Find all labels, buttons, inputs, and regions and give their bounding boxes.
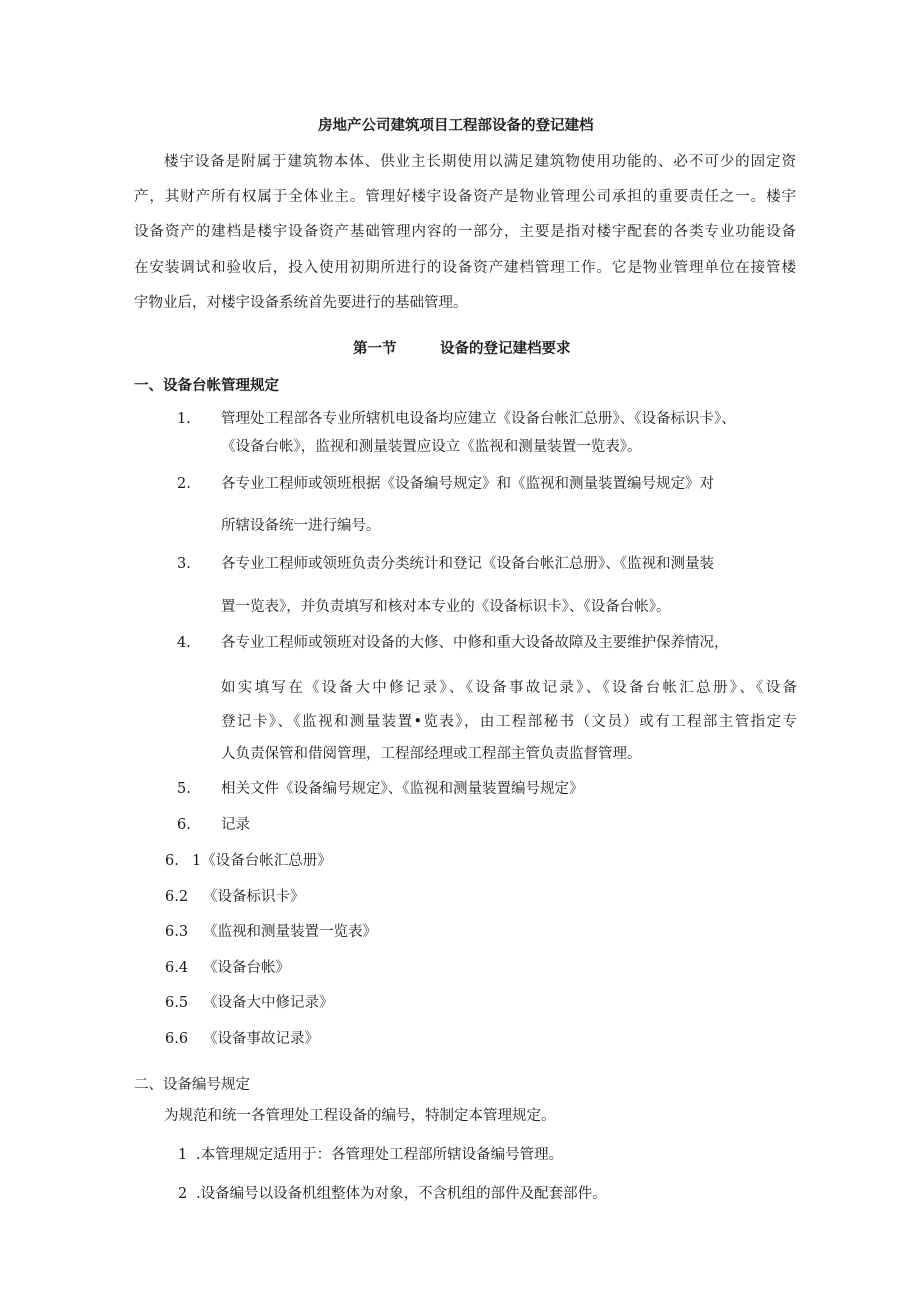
item-2-number: 2.	[177, 476, 191, 492]
item-2-line-1: 各专业工程师或领班根据《设备编号规定》和《监视和测量装置编号规定》对	[221, 476, 714, 492]
intro-line-1: 楼宇设备是附属于建筑物本体、供业主长期使用以满足建筑物使用功能的、必不可少的固定资	[164, 154, 796, 170]
rule-1-text: .本管理规定适用于：各管理处工程部所辖设备编号管理。	[196, 1147, 564, 1163]
record-4-text: 《设备台帐》	[203, 960, 290, 976]
item-1-line-2: 《设备台帐》，监视和测量装置应设立《监视和测量装置一览表》。	[221, 439, 642, 455]
record-3-number: 6.3	[165, 924, 189, 940]
item-4-line-4: 人负责保管和借阅管理，工程部经理或工程部主管负责监督管理。	[221, 746, 642, 762]
record-3-text: 《监视和测量装置一览表》	[203, 924, 377, 940]
record-2-number: 6.2	[165, 889, 189, 905]
section-title: 设备的登记建档要求	[440, 341, 571, 357]
item-3-number: 3.	[177, 556, 191, 572]
heading-equipment-numbering: 二、设备编号规定	[134, 1077, 250, 1093]
intro-line-5: 宇物业后，对楼宇设备系统首先要进行的基础管理。	[134, 295, 468, 311]
item-4-line-2: 如实填写在《设备大中修记录》、《设备事故记录》、《设备台帐汇总册》、《设备	[221, 680, 797, 696]
intro-line-4: 在安装调试和验收后，投入使用初期所进行的设备资产建档管理工作。它是物业管理单位在接管楼	[134, 260, 796, 276]
intro-line-2: 产，其财产所有权属于全体业主。管理好楼宇设备资产是物业管理公司承担的重要责任之一。楼宇	[134, 189, 796, 205]
rule-1-number: 1	[178, 1147, 188, 1163]
rule-2-text: .设备编号以设备机组整体为对象，不含机组的部件及配套部件。	[196, 1186, 607, 1202]
item-5-number: 5.	[177, 781, 191, 797]
record-6-number: 6.6	[165, 1031, 189, 1047]
record-5-number: 6.5	[165, 995, 189, 1011]
record-4-number: 6.4	[165, 960, 189, 976]
record-6-text: 《设备事故记录》	[203, 1031, 319, 1047]
rule-2-number: 2	[178, 1186, 188, 1202]
record-1-text: 1《设备台帐汇总册》	[192, 853, 332, 869]
intro-line-3: 设备资产的建档是楼宇设备资产基础管理内容的一部分，主要是指对楼宇配套的各类专业功能设备	[134, 224, 796, 240]
item-6-number: 6.	[177, 817, 191, 833]
item-4-line-3: 登记卡》、《监视和测量装置•览表》，由工程部秘书（文员）或有工程部主管指定专	[221, 714, 797, 730]
record-5-text: 《设备大中修记录》	[203, 995, 334, 1011]
item-3-line-1: 各专业工程师或领班负责分类统计和登记《设备台帐汇总册》、《监视和测量装	[221, 556, 714, 572]
numbering-intro: 为规范和统一各管理处工程设备的编号，特制定本管理规定。	[164, 1108, 556, 1124]
item-6-line-1: 记录	[221, 817, 250, 833]
item-3-line-2: 置一览表》，并负责填写和核对本专业的《设备标识卡》、《设备台帐》。	[221, 599, 671, 615]
item-2-line-2: 所辖设备统一进行编号。	[221, 518, 381, 534]
item-1-number: 1.	[177, 411, 191, 427]
section-number: 第一节	[353, 341, 397, 357]
item-4-number: 4.	[177, 635, 191, 651]
item-4-line-1: 各专业工程师或领班对设备的大修、中修和重大设备故障及主要维护保养情况，	[221, 635, 729, 651]
item-1-line-1: 管理处工程部各专业所辖机电设备均应建立《设备台帐汇总册》、《设备标识卡》、	[221, 411, 736, 427]
item-5-line-1: 相关文件《设备编号规定》、《监视和测量装置编号规定》	[221, 781, 584, 797]
heading-equipment-ledger: 一、设备台帐管理规定	[134, 378, 279, 394]
document-title: 房地产公司建筑项目工程部设备的登记建档	[318, 118, 594, 134]
record-1-number: 6.	[165, 853, 179, 869]
record-2-text: 《设备标识卡》	[203, 889, 305, 905]
